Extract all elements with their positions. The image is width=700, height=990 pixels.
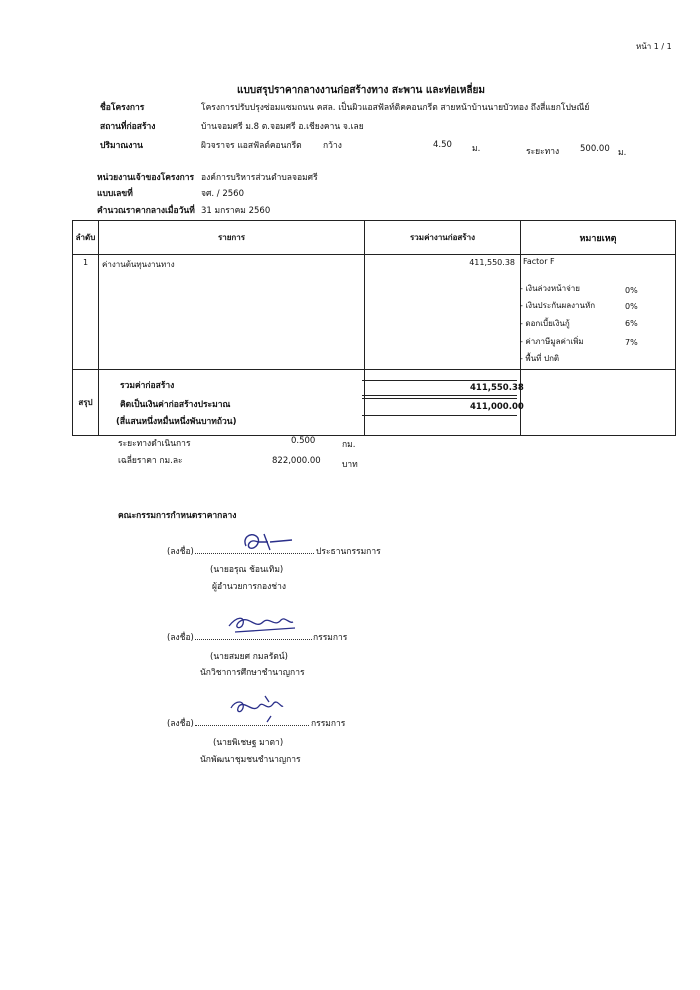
calc-date-label: คำนวณราคากลางเมื่อวันที่ bbox=[97, 206, 195, 216]
page-number: หน้า 1 / 1 bbox=[636, 42, 672, 51]
role-2: กรรมการ bbox=[313, 633, 348, 643]
header-item: รายการ bbox=[99, 221, 365, 255]
avg-price-value: 822,000.00 bbox=[272, 456, 321, 466]
note-interest-pct: 6% bbox=[625, 319, 638, 328]
note-vat-pct: 7% bbox=[625, 338, 638, 347]
calc-date-value: 31 มกราคม 2560 bbox=[201, 206, 271, 216]
signature-2 bbox=[225, 612, 305, 636]
owner-label: หน่วยงานเจ้าของโครงการ bbox=[97, 173, 195, 183]
row-amount: 411,550.38 bbox=[365, 255, 521, 370]
factor-f-title: Factor F bbox=[523, 257, 555, 266]
signature-3 bbox=[225, 694, 295, 724]
note-guarantee: - เงินประกันผลงานหัก bbox=[520, 301, 596, 310]
summary-total-label: รวมค่าก่อสร้าง bbox=[120, 381, 175, 391]
member-name-1: (นายอรุณ ช้อนเทิม) bbox=[210, 565, 284, 575]
summary-estimate-label: คิดเป็นเงินค่าก่อสร้างประมาณ bbox=[120, 400, 231, 410]
summary-total-value: 411,550.38 bbox=[470, 383, 524, 393]
width-unit: ม. bbox=[472, 144, 481, 154]
width-value: 4.50 bbox=[433, 140, 452, 150]
member-position-2: นักวิชาการศึกษาชำนาญการ bbox=[200, 668, 305, 678]
distance-unit: กม. bbox=[342, 440, 356, 450]
length-value: 500.00 bbox=[580, 144, 610, 154]
member-position-1: ผู้อำนวยการกองช่าง bbox=[212, 582, 287, 592]
distance-label: ระยะทางดำเนินการ bbox=[118, 439, 191, 449]
role-1: ประธานกรรมการ bbox=[316, 547, 381, 557]
signature-1 bbox=[240, 528, 300, 556]
table-row bbox=[73, 255, 676, 370]
avg-price-unit: บาท bbox=[342, 460, 358, 470]
member-name-2: (นายสมยศ กมลรัตน์) bbox=[210, 652, 288, 662]
width-label: กว้าง bbox=[323, 141, 342, 151]
owner-value: องค์การบริหารส่วนตำบลจอมศรี bbox=[201, 173, 318, 183]
member-position-3: นักพัฒนาชุมชนชำนาญการ bbox=[200, 755, 301, 765]
sign-prefix-1: (ลงชื่อ) bbox=[167, 547, 194, 557]
length-unit: ม. bbox=[618, 148, 627, 158]
avg-price-label: เฉลี่ยราคา กม.ละ bbox=[118, 456, 183, 466]
note-area: - พื้นที่ ปกติ bbox=[520, 354, 560, 363]
member-name-3: (นายพิเชษฐ มาตา) bbox=[213, 738, 284, 748]
quantity-value: ผิวจราจร แอสฟัลต์คอนกรีต bbox=[201, 141, 302, 151]
length-label: ระยะทาง bbox=[526, 147, 560, 157]
quantity-label: ปริมาณงาน bbox=[100, 141, 143, 151]
note-vat: - ค่าภาษีมูลค่าเพิ่ม bbox=[520, 337, 584, 346]
committee-title: คณะกรรมการกำหนดราคากลาง bbox=[118, 511, 237, 521]
header-no: ลำดับ bbox=[73, 221, 99, 255]
location-label: สถานที่ก่อสร้าง bbox=[100, 122, 156, 132]
note-guarantee-pct: 0% bbox=[625, 302, 638, 311]
header-note: หมายเหตุ bbox=[521, 221, 676, 255]
summary-amount-words: (สี่แสนหนึ่งหมื่นหนึ่งพันบาทถ้วน) bbox=[116, 417, 237, 427]
distance-value: 0.500 bbox=[291, 436, 316, 446]
project-name-label: ชื่อโครงการ bbox=[100, 103, 145, 113]
note-advance-payment: - เงินล่วงหน้าจ่าย bbox=[520, 284, 580, 293]
project-name-value: โครงการปรับปรุงซ่อมแซมถนน คสล. เป็นผิวแอสฟัลท์ติคคอนกรีต สายหน้าบ้านนายบัวทอง ถึงสี่แยกโปษณีย์ bbox=[201, 103, 590, 113]
summary-label: สรุป bbox=[73, 370, 99, 436]
role-3: กรรมการ bbox=[311, 719, 346, 729]
row-item: ค่างานต้นทุนงานทาง bbox=[99, 255, 365, 370]
document-title: แบบสรุปราคากลางงานก่อสร้างทาง สะพาน และท่อเหลี่ยม bbox=[237, 85, 486, 96]
form-number-label: แบบเลขที่ bbox=[97, 189, 133, 199]
sign-prefix-3: (ลงชื่อ) bbox=[167, 719, 194, 729]
header-amount: รวมค่างานก่อสร้าง bbox=[365, 221, 521, 255]
summary-estimate-value: 411,000.00 bbox=[470, 402, 524, 412]
sign-prefix-2: (ลงชื่อ) bbox=[167, 633, 194, 643]
note-advance-payment-pct: 0% bbox=[625, 286, 638, 295]
note-interest: - ดอกเบี้ยเงินกู้ bbox=[520, 319, 570, 328]
summary-note-cell bbox=[521, 370, 676, 436]
row-no: 1 bbox=[73, 255, 99, 370]
form-number-value: จศ. / 2560 bbox=[201, 189, 244, 199]
location-value: บ้านจอมศรี ม.8 ต.จอมศรี อ.เชียงคาน จ.เลย bbox=[201, 122, 364, 132]
